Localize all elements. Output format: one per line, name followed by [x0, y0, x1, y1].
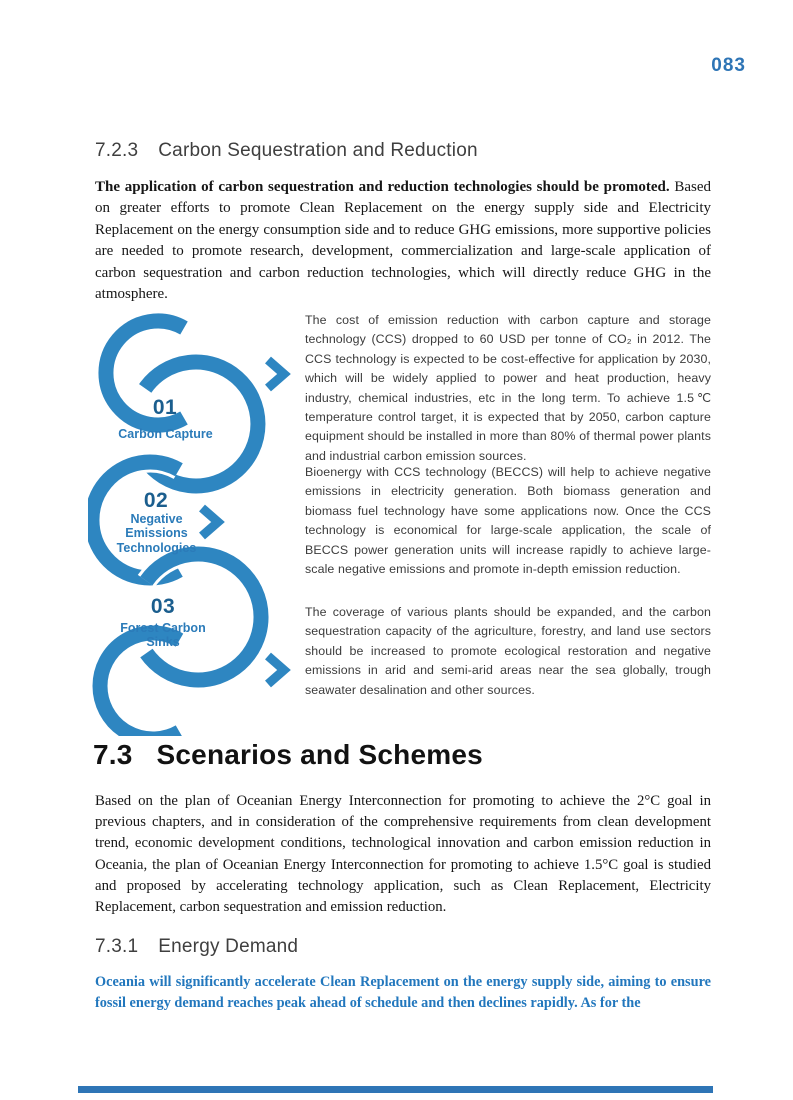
- section-title: Carbon Sequestration and Reduction: [158, 140, 478, 161]
- section-title: Scenarios and Schemes: [156, 739, 483, 770]
- step-description-2: Bioenergy with CCS technology (BECCS) will help to achieve negative emissions in electricity generation. Both biomass generation and biomass fuel technology have some applications now. Once the CCS technology is economical for large-scale application, the scale of BECCS power generation units will increase rapidly to achieve large-scale negative emissions and promote in-depth emission reduction.: [305, 465, 711, 577]
- emphasis-paragraph-731: Oceania will significantly accelerate Clean Replacement on the energy supply side, aiming to ensure fossil energy demand reaches peak ahead of schedule and then declines rapidly. As for the: [95, 974, 711, 1011]
- body-paragraph-73: Based on the plan of Oceanian Energy Interconnection for promoting to achieve the 2°C goal in previous chapters, and in consideration of the comprehensive requirements from clean development trend, economic development conditions, technological innovation and carbon emission reduction in Oceania, the plan of Oceanian Energy Interconnection for promoting to achieve 1.5°C goal is studied and proposed by accelerating technology application, such as Clean Replacement, Electricity Replacement, carbon sequestration and emission reduction.: [95, 793, 711, 916]
- section-number: 7.3: [93, 739, 133, 770]
- section-heading-731: [95, 936, 298, 958]
- step-number-3: 03: [150, 595, 176, 618]
- page-number: 083: [711, 55, 746, 76]
- body-paragraph-723: [95, 177, 711, 305]
- section-number: 7.2.3: [95, 140, 139, 161]
- step-description-1: The cost of emission reduction with carbon capture and storage technology (CCS) dropped to 60 USD per tonne of CO₂ in 2012. The CCS technology is expected to be cost-effective for application by 2030, which will be widely applied to power and heat production, heavy industry, chemical industries, etc in the long term. To achieve 1.5℃ temperature control target, it is expected that by 2050, carbon capture equipment should be installed in more than 80% of thermal power plants and industrial carbon emission sources.: [305, 313, 711, 463]
- step-label-1: Carbon Capture: [118, 427, 213, 441]
- footer-bar: [78, 1086, 713, 1093]
- chevron-right-icon: [268, 656, 284, 684]
- step-number-2: 02: [143, 489, 169, 512]
- chevron-right-icon: [268, 360, 284, 388]
- section-number: 7.3.1: [95, 936, 139, 957]
- step-label-3: Forest Carbon Sinks: [120, 621, 206, 650]
- step-number-1: 01: [152, 396, 178, 419]
- step-description-3: The coverage of various plants should be expanded, and the carbon sequestration capacity of the agriculture, forestry, and land use sectors should be increased to promote ecological restoration and negative emissions in arid and semi-arid areas near the sea globally, trough seawater desalination and other sources.: [305, 605, 711, 697]
- section-title: Energy Demand: [158, 936, 299, 957]
- paragraph-rest: Based on greater efforts to promote Clean Replacement on the energy supply side and Electricity Replacement on the energy consumption side and to reduce GHG emissions, more supportive policies are needed to promote research, development, commercialization and large-scale application of carbon sequestration and carbon reduction technologies, which will directly reduce GHG in the atmosphere.: [95, 179, 711, 303]
- chevron-right-icon: [202, 508, 218, 536]
- paragraph-lead-bold: The application of carbon sequestration and reduction technologies should be promoted.: [95, 179, 670, 195]
- section-heading-73: [93, 739, 483, 771]
- step-label-2: Negative Emissions Technologies: [116, 512, 197, 555]
- section-heading-723: [95, 140, 478, 162]
